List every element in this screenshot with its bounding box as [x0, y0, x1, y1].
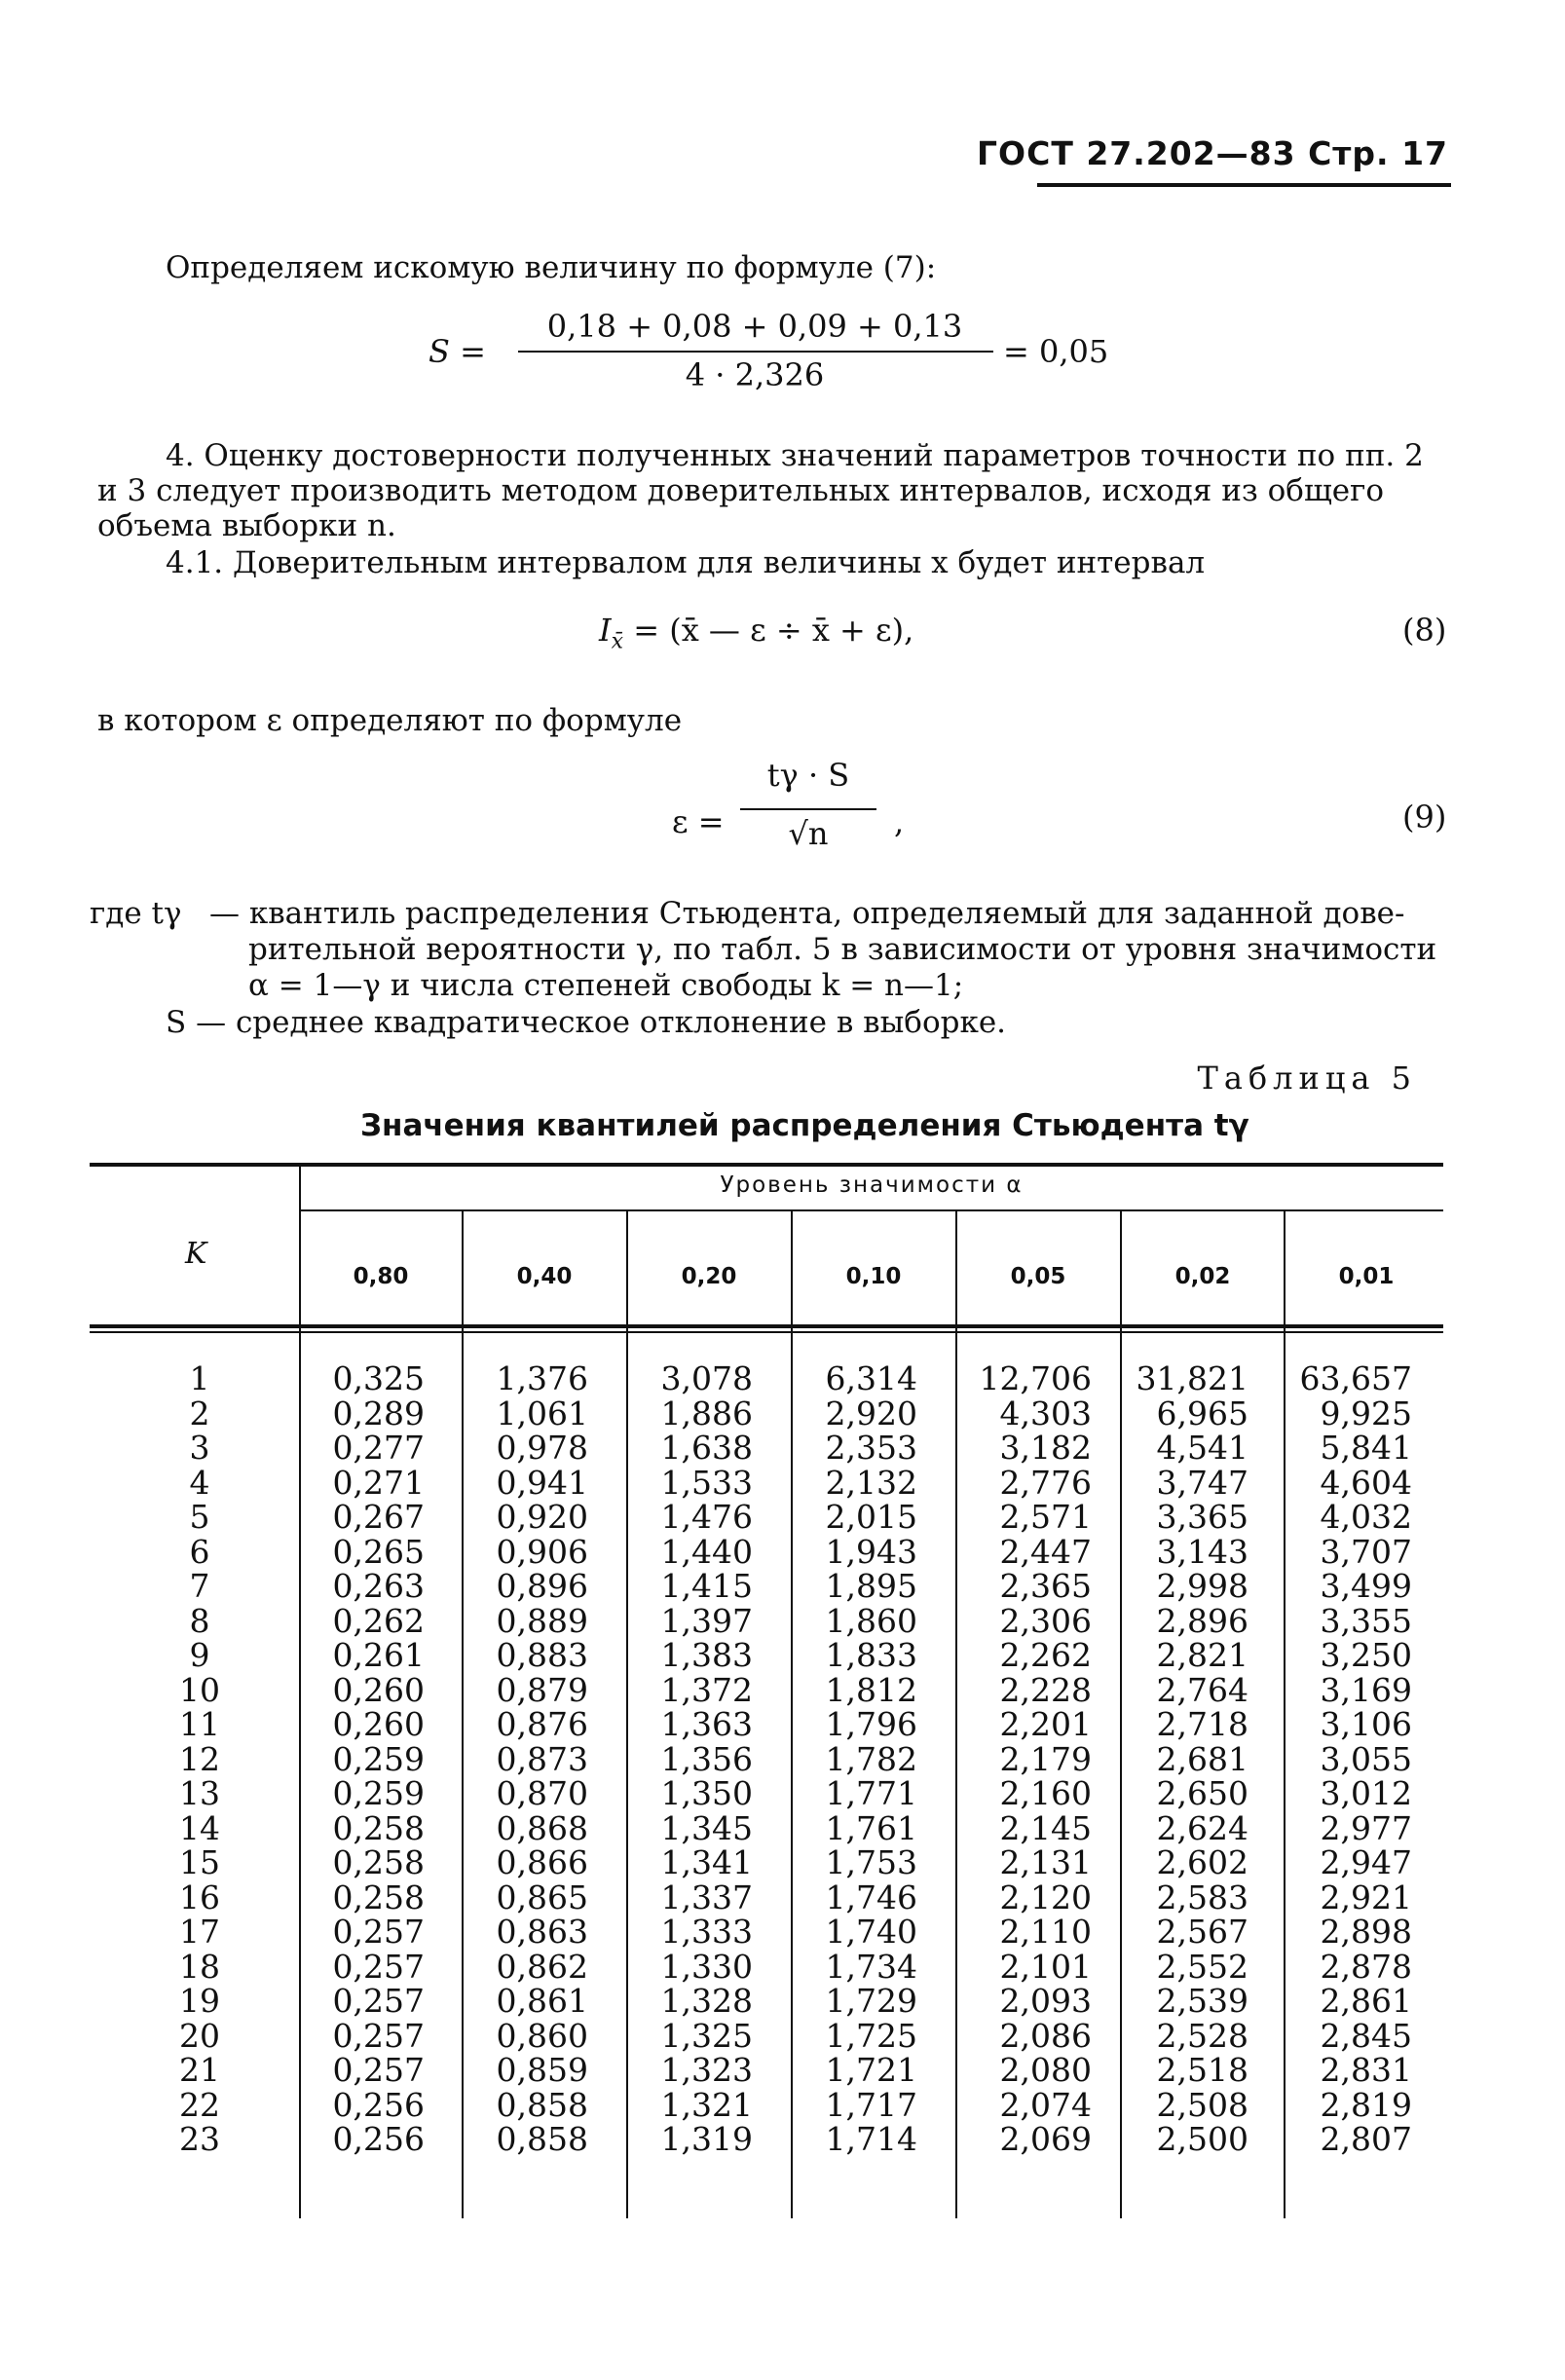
para-4-1: 4.1. Доверительным интервалом для величины x будет интервал — [166, 545, 1206, 580]
table-cell: 3,055 — [1320, 1739, 1412, 1778]
table-cell: 2,131 — [999, 1843, 1092, 1881]
table-col-header: 0,01 — [1338, 1264, 1395, 1289]
table-cell: 3,365 — [1156, 1498, 1248, 1536]
table-cell: 2,776 — [999, 1463, 1092, 1502]
table-cell: 1,721 — [825, 2051, 917, 2089]
table-cell: 1,330 — [660, 1947, 753, 1986]
formula-8-lhs: I — [599, 612, 612, 649]
table-cell: 0,257 — [332, 1913, 425, 1951]
table-cell: 3,707 — [1320, 1532, 1412, 1571]
table-title: Значения квантилей распределения Стьюдента tγ — [360, 1108, 1249, 1143]
table-k-cell: 17 — [179, 1913, 220, 1951]
table-header-rule — [90, 1324, 1443, 1328]
table-cell: 1,782 — [825, 1739, 917, 1778]
table-cell: 0,862 — [496, 1947, 588, 1986]
formula-9-number: (9) — [1402, 799, 1447, 836]
table-k-cell: 19 — [179, 1982, 220, 2020]
table-k-cell: 2 — [189, 1394, 210, 1432]
table-cell: 2,718 — [1156, 1705, 1248, 1743]
table-value-column — [628, 1361, 753, 2157]
table-cell: 0,258 — [332, 1843, 425, 1881]
table-cell: 2,920 — [825, 1394, 917, 1432]
table-k-cell: 23 — [179, 2120, 220, 2158]
table-cell: 2,878 — [1320, 1947, 1412, 1986]
table-cell: 0,257 — [332, 2016, 425, 2055]
table-cell: 3,143 — [1156, 1532, 1248, 1571]
table-cell: 1,321 — [660, 2085, 753, 2124]
table-k-cell: 4 — [189, 1463, 210, 1502]
table-cell: 0,256 — [332, 2120, 425, 2158]
table-cell: 2,831 — [1320, 2051, 1412, 2089]
table-cell: 0,876 — [496, 1705, 588, 1743]
formula-7-lhs: S = — [429, 333, 486, 370]
table-cell: 0,941 — [496, 1463, 588, 1502]
table-group-header: Уровень значимости α — [720, 1172, 1024, 1198]
formula-9-numerator: tγ · S — [766, 757, 850, 794]
table-cell: 1,753 — [825, 1843, 917, 1881]
table-cell: 1,345 — [660, 1808, 753, 1847]
table-k-cell: 16 — [179, 1878, 220, 1916]
table-cell: 0,865 — [496, 1878, 588, 1916]
table-cell: 1,333 — [660, 1913, 753, 1951]
table-cell: 2,977 — [1320, 1808, 1412, 1847]
table-cell: 1,771 — [825, 1774, 917, 1812]
para-4-line-3: объема выборки n. — [97, 508, 396, 543]
formula-7-denominator: 4 · 2,326 — [685, 356, 825, 393]
table-k-cell: 1 — [189, 1359, 210, 1397]
table-cell: 0,863 — [496, 1913, 588, 1951]
table-cell: 5,841 — [1320, 1429, 1412, 1467]
table-cell: 2,160 — [999, 1774, 1092, 1812]
table-value-column — [1286, 1361, 1412, 2157]
table-cell: 1,061 — [496, 1394, 588, 1432]
page-header: ГОСТ 27.202—83 Стр. 17 — [977, 134, 1448, 172]
table-cell: 2,080 — [999, 2051, 1092, 2089]
formula-9-tail: , — [894, 803, 905, 840]
formula-9-lhs: ε = — [672, 803, 725, 840]
table-cell: 1,363 — [660, 1705, 753, 1743]
where-line-1: — квантиль распределения Стьюдента, определяемый для заданной дове- — [209, 896, 1405, 931]
table-col-header: 0,05 — [1010, 1264, 1066, 1289]
table-cell: 1,533 — [660, 1463, 753, 1502]
table-cell: 0,265 — [332, 1532, 425, 1571]
table-cell: 2,518 — [1156, 2051, 1248, 2089]
table-cell: 3,250 — [1320, 1636, 1412, 1674]
table-cell: 2,093 — [999, 1982, 1092, 2020]
table-cell: 2,821 — [1156, 1636, 1248, 1674]
table-cell: 1,337 — [660, 1878, 753, 1916]
table-cell: 0,906 — [496, 1532, 588, 1571]
table-cell: 0,896 — [496, 1567, 588, 1605]
table-cell: 3,078 — [660, 1359, 753, 1397]
table-cell: 4,541 — [1156, 1429, 1248, 1467]
table-cell: 2,998 — [1156, 1567, 1248, 1605]
table-top-rule — [90, 1163, 1443, 1167]
table-cell: 0,258 — [332, 1808, 425, 1847]
table-cell: 2,539 — [1156, 1982, 1248, 2020]
table-cell: 2,015 — [825, 1498, 917, 1536]
table-cell: 1,372 — [660, 1670, 753, 1709]
table-cell: 2,508 — [1156, 2085, 1248, 2124]
table-cell: 2,110 — [999, 1913, 1092, 1951]
table-k-cell: 12 — [179, 1739, 220, 1778]
table-cell: 63,657 — [1299, 1359, 1412, 1397]
table-cell: 1,476 — [660, 1498, 753, 1536]
table-k-cell: 6 — [189, 1532, 210, 1571]
table-k-cell: 8 — [189, 1601, 210, 1640]
table-cell: 1,328 — [660, 1982, 753, 2020]
table-header-rule-2 — [90, 1331, 1443, 1333]
table-cell: 0,858 — [496, 2120, 588, 2158]
table-cell: 2,365 — [999, 1567, 1092, 1605]
table-cell: 12,706 — [979, 1359, 1092, 1397]
para-4-line-1: 4. Оценку достоверности полученных значений параметров точности по пп. 2 — [166, 438, 1424, 473]
table-cell: 1,895 — [825, 1567, 917, 1605]
formula-8-sub: x̄ — [611, 629, 624, 654]
table-cell: 0,866 — [496, 1843, 588, 1881]
table-cell: 2,069 — [999, 2120, 1092, 2158]
table-k-cell: 21 — [179, 2051, 220, 2089]
table-cell: 2,201 — [999, 1705, 1092, 1743]
table-cell: 2,228 — [999, 1670, 1092, 1709]
table-cell: 2,086 — [999, 2016, 1092, 2055]
table-k-cell: 22 — [179, 2085, 220, 2124]
table-cell: 2,650 — [1156, 1774, 1248, 1812]
table-cell: 4,032 — [1320, 1498, 1412, 1536]
table-cell: 0,883 — [496, 1636, 588, 1674]
table-cell: 0,920 — [496, 1498, 588, 1536]
table-cell: 0,257 — [332, 1947, 425, 1986]
table-k-cell: 7 — [189, 1567, 210, 1605]
table-cell: 1,397 — [660, 1601, 753, 1640]
formula-9-fraction-bar — [740, 808, 876, 810]
table-cell: 2,145 — [999, 1808, 1092, 1847]
table-cell: 6,965 — [1156, 1394, 1248, 1432]
formula-7-rhs: = 0,05 — [1003, 333, 1109, 370]
formula-9 — [672, 755, 925, 872]
table-cell: 1,714 — [825, 2120, 917, 2158]
table-cell: 0,261 — [332, 1636, 425, 1674]
table-cell: 1,725 — [825, 2016, 917, 2055]
table-cell: 1,356 — [660, 1739, 753, 1778]
table-cell: 2,447 — [999, 1532, 1092, 1571]
table-cell: 2,306 — [999, 1601, 1092, 1640]
table-col-header: 0,20 — [681, 1264, 737, 1289]
table-k-cell: 14 — [179, 1808, 220, 1847]
table-cell: 0,258 — [332, 1878, 425, 1916]
formula-7-fraction-bar — [518, 351, 993, 353]
table-cell: 3,012 — [1320, 1774, 1412, 1812]
table-cell: 1,796 — [825, 1705, 917, 1743]
table-cell: 0,256 — [332, 2085, 425, 2124]
epsilon-paragraph: в котором ε определяют по формуле — [97, 703, 683, 738]
table-cell: 2,179 — [999, 1739, 1092, 1778]
table-cell: 1,341 — [660, 1843, 753, 1881]
formula-8-number: (8) — [1402, 612, 1447, 649]
table-cell: 0,868 — [496, 1808, 588, 1847]
where-line-3: α = 1—γ и числа степеней свободы k = n—1; — [248, 968, 964, 1003]
formula-8 — [599, 612, 913, 653]
table-col-header: 0,10 — [845, 1264, 902, 1289]
table-cell: 1,440 — [660, 1532, 753, 1571]
table-cell: 0,263 — [332, 1567, 425, 1605]
table-cell: 3,182 — [999, 1429, 1092, 1467]
table-col-header: 0,40 — [516, 1264, 573, 1289]
table-cell: 31,821 — [1136, 1359, 1248, 1397]
table-cell: 0,259 — [332, 1774, 425, 1812]
table-cell: 3,169 — [1320, 1670, 1412, 1709]
table-value-column — [1122, 1361, 1248, 2157]
table-cell: 1,886 — [660, 1394, 753, 1432]
table-cell: 0,267 — [332, 1498, 425, 1536]
table-col-header: 0,02 — [1174, 1264, 1231, 1289]
table-cell: 0,257 — [332, 1982, 425, 2020]
formula-7 — [429, 308, 1130, 401]
table-cell: 1,325 — [660, 2016, 753, 2055]
table-k-cell: 15 — [179, 1843, 220, 1881]
para-4-line-2: и 3 следует производить методом доверительных интервалов, исходя из общего — [97, 473, 1385, 508]
formula-7-numerator: 0,18 + 0,08 + 0,09 + 0,13 — [546, 308, 963, 345]
table-cell: 4,303 — [999, 1394, 1092, 1432]
table-cell: 3,355 — [1320, 1601, 1412, 1640]
table-cell: 2,567 — [1156, 1913, 1248, 1951]
table-cell: 2,681 — [1156, 1739, 1248, 1778]
table-cell: 2,101 — [999, 1947, 1092, 1986]
table-cell: 0,873 — [496, 1739, 588, 1778]
table-label: Таблица 5 — [1197, 1060, 1417, 1097]
table-k-cell: 20 — [179, 2016, 220, 2055]
table-k-cell: 3 — [189, 1429, 210, 1467]
formula-8-rhs: = (x̄ — ε ÷ x̄ + ε), — [633, 612, 914, 649]
table-cell: 1,383 — [660, 1636, 753, 1674]
table-cell: 2,552 — [1156, 1947, 1248, 1986]
table-cell: 1,638 — [660, 1429, 753, 1467]
where-lead: где tγ — [90, 896, 182, 931]
table-cell: 2,764 — [1156, 1670, 1248, 1709]
table-col-header: 0,80 — [353, 1264, 409, 1289]
table-k-header: K — [185, 1237, 207, 1271]
table-cell: 6,314 — [825, 1359, 917, 1397]
table-cell: 1,734 — [825, 1947, 917, 1986]
table-cell: 0,860 — [496, 2016, 588, 2055]
table-cell: 1,943 — [825, 1532, 917, 1571]
table-cell: 0,271 — [332, 1463, 425, 1502]
table-cell: 1,740 — [825, 1913, 917, 1951]
table-cell: 3,106 — [1320, 1705, 1412, 1743]
table-cell: 1,350 — [660, 1774, 753, 1812]
table-value-column — [793, 1361, 917, 2157]
table-cell: 2,262 — [999, 1636, 1092, 1674]
table-cell: 0,889 — [496, 1601, 588, 1640]
table-cell: 1,833 — [825, 1636, 917, 1674]
header-rule — [1037, 183, 1451, 187]
table-cell: 2,583 — [1156, 1878, 1248, 1916]
table-k-column — [146, 1361, 253, 2157]
table-cell: 0,260 — [332, 1670, 425, 1709]
table-cell: 2,921 — [1320, 1878, 1412, 1916]
table-cell: 0,259 — [332, 1739, 425, 1778]
table-cell: 2,624 — [1156, 1808, 1248, 1847]
table-cell: 2,845 — [1320, 2016, 1412, 2055]
table-cell: 1,323 — [660, 2051, 753, 2089]
intro-paragraph: Определяем искомую величину по формуле (7): — [166, 250, 937, 285]
table-cell: 0,262 — [332, 1601, 425, 1640]
table-cell: 0,870 — [496, 1774, 588, 1812]
table-cell: 2,353 — [825, 1429, 917, 1467]
table-value-column — [464, 1361, 588, 2157]
where-line-4: S — среднее квадратическое отклонение в выборке. — [166, 1005, 1007, 1040]
table-cell: 2,074 — [999, 2085, 1092, 2124]
table-value-column — [957, 1361, 1092, 2157]
table-cell: 0,879 — [496, 1670, 588, 1709]
table-cell: 2,807 — [1320, 2120, 1412, 2158]
table-cell: 2,132 — [825, 1463, 917, 1502]
where-line-2: рительной вероятности γ, по табл. 5 в зависимости от уровня значимости — [248, 932, 1437, 967]
formula-9-denominator: √n — [788, 815, 829, 852]
table-cell: 2,528 — [1156, 2016, 1248, 2055]
table-cell: 2,571 — [999, 1498, 1092, 1536]
table-cell: 1,415 — [660, 1567, 753, 1605]
table-k-cell: 10 — [179, 1670, 220, 1709]
table-cell: 1,729 — [825, 1982, 917, 2020]
table-cell: 0,859 — [496, 2051, 588, 2089]
table-cell: 0,277 — [332, 1429, 425, 1467]
table-cell: 9,925 — [1320, 1394, 1412, 1432]
table-group-rule — [300, 1209, 1443, 1211]
table-cell: 1,717 — [825, 2085, 917, 2124]
table-cell: 4,604 — [1320, 1463, 1412, 1502]
table-cell: 0,978 — [496, 1429, 588, 1467]
table-cell: 0,289 — [332, 1394, 425, 1432]
table-k-cell: 18 — [179, 1947, 220, 1986]
table-k-cell: 11 — [179, 1705, 220, 1743]
table-cell: 0,861 — [496, 1982, 588, 2020]
table-cell: 1,319 — [660, 2120, 753, 2158]
table-cell: 0,260 — [332, 1705, 425, 1743]
table-cell: 2,947 — [1320, 1843, 1412, 1881]
table-cell: 1,761 — [825, 1808, 917, 1847]
table-cell: 3,747 — [1156, 1463, 1248, 1502]
table-cell: 1,860 — [825, 1601, 917, 1640]
table-cell: 2,861 — [1320, 1982, 1412, 2020]
table-cell: 2,898 — [1320, 1913, 1412, 1951]
table-cell: 2,500 — [1156, 2120, 1248, 2158]
table-cell: 2,819 — [1320, 2085, 1412, 2124]
table-cell: 1,376 — [496, 1359, 588, 1397]
table-cell: 3,499 — [1320, 1567, 1412, 1605]
table-k-cell: 9 — [189, 1636, 210, 1674]
table-k-cell: 13 — [179, 1774, 220, 1812]
table-cell: 1,812 — [825, 1670, 917, 1709]
table-cell: 1,746 — [825, 1878, 917, 1916]
table-cell: 0,257 — [332, 2051, 425, 2089]
table-k-cell: 5 — [189, 1498, 210, 1536]
table-cell: 2,120 — [999, 1878, 1092, 1916]
table-value-column — [300, 1361, 425, 2157]
table-cell: 0,325 — [332, 1359, 425, 1397]
table-cell: 2,896 — [1156, 1601, 1248, 1640]
table-cell: 0,858 — [496, 2085, 588, 2124]
table-cell: 2,602 — [1156, 1843, 1248, 1881]
